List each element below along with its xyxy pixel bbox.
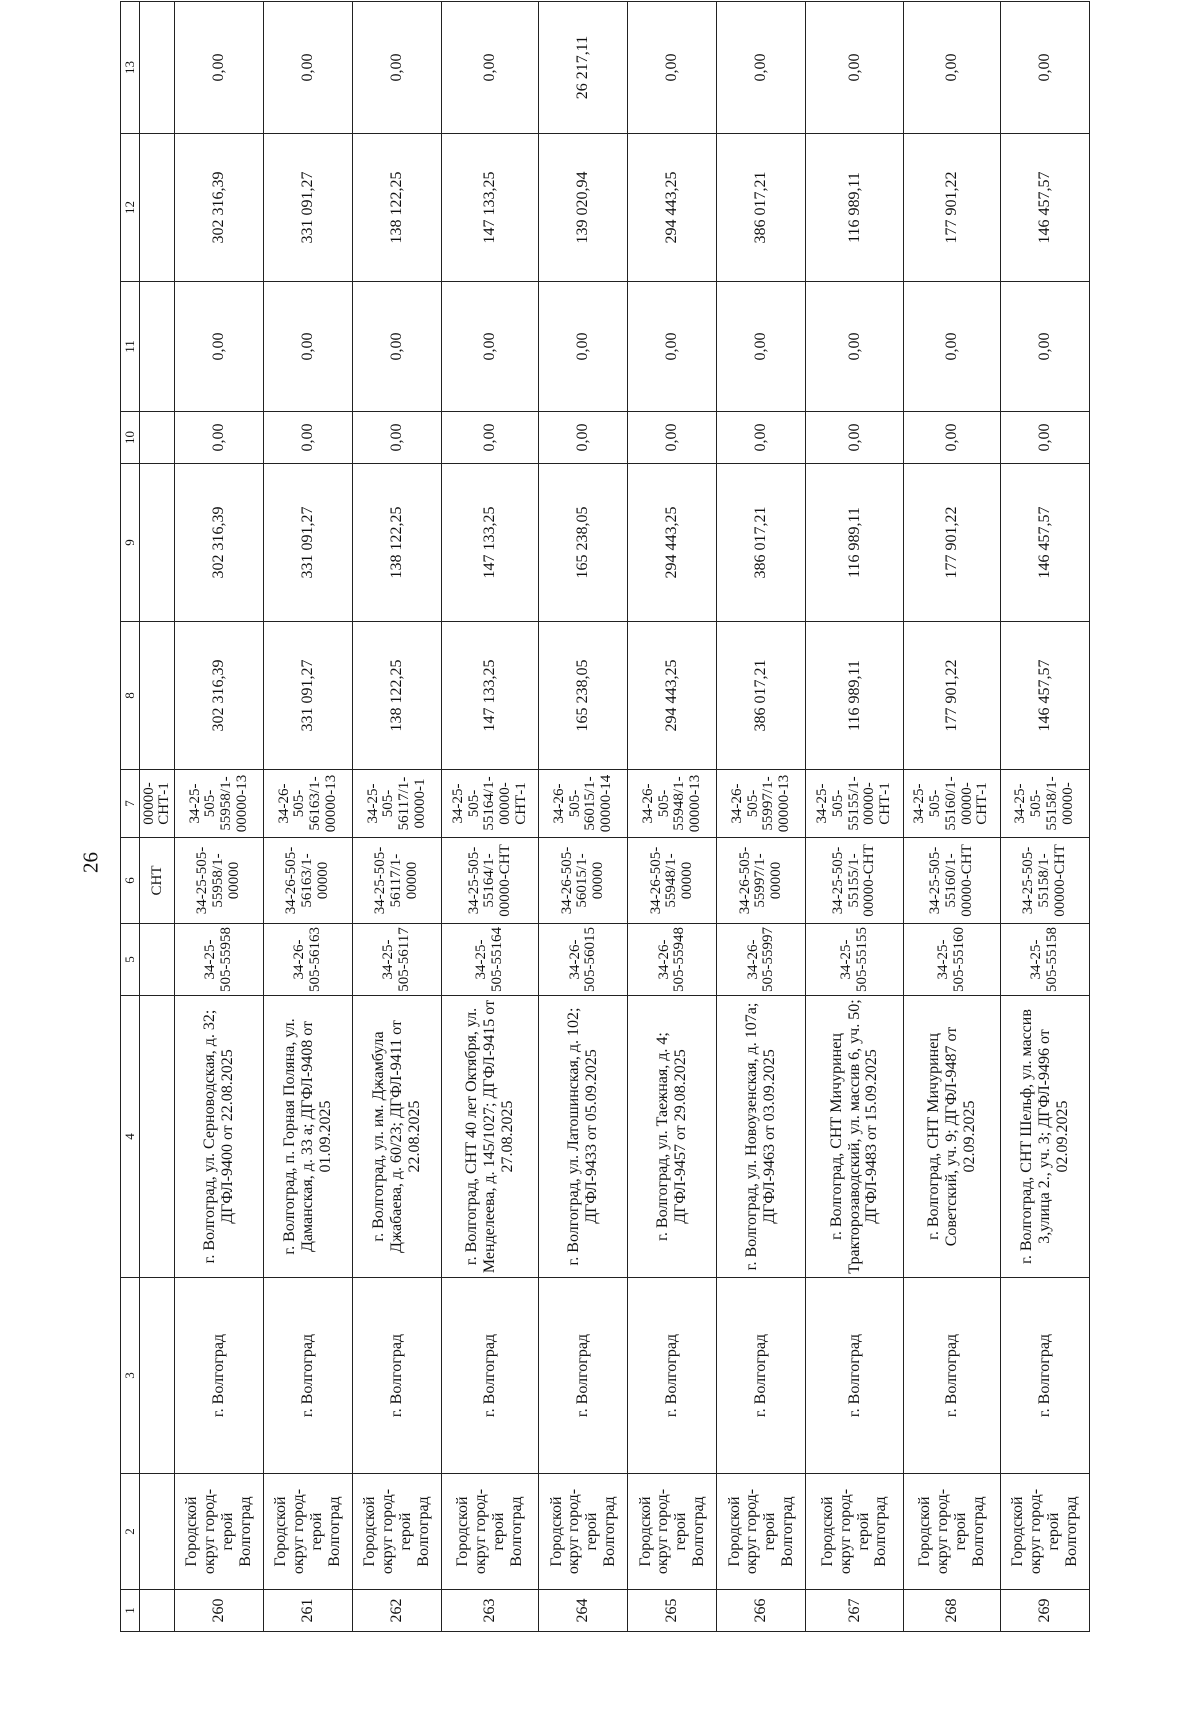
table-row: [539, 2, 628, 1632]
column-number: 2: [121, 1474, 140, 1590]
amount-cell: 116 989,11: [806, 464, 903, 622]
code-cell: 34-26-505-55948/1-00000-13: [628, 770, 717, 838]
amount-cell: 0,00: [442, 282, 539, 412]
municipality-cell: Городской округ город-герой Волгоград: [806, 1474, 903, 1590]
amount-cell: 146 457,57: [1000, 464, 1089, 622]
locality-cell: г. Волгоград: [442, 1278, 539, 1474]
amount-cell: 386 017,21: [717, 622, 806, 770]
amount-cell: 0,00: [175, 2, 264, 134]
continuation-row: [140, 2, 175, 1632]
amount-cell: 294 443,25: [628, 622, 717, 770]
municipality-cell: Городской округ город-герой Волгоград: [903, 1474, 1000, 1590]
table-row: [1000, 2, 1089, 1632]
column-number: 1: [121, 1590, 140, 1632]
address-cell: г. Волгоград, ул. Новоузенская, д. 107а; ДГФЛ-9463 от 03.09.2025: [717, 996, 806, 1278]
address-cell: г. Волгоград, СНТ Мичуринец Советский, уч. 9; ДГФЛ-9487 от 02.09.2025: [903, 996, 1000, 1278]
municipality-cell: Городской округ город-герой Волгоград: [353, 1474, 442, 1590]
column-number: 3: [121, 1278, 140, 1474]
code-cell: 34-25-505-55160: [903, 924, 1000, 996]
column-number: 11: [121, 282, 140, 412]
amount-cell: 302 316,39: [175, 464, 264, 622]
amount-cell: 0,00: [717, 412, 806, 464]
amount-cell: 0,00: [903, 412, 1000, 464]
amount-cell: 146 457,57: [1000, 622, 1089, 770]
amount-cell: 302 316,39: [175, 134, 264, 282]
code-cell: 34-26-505-56015: [539, 924, 628, 996]
amount-cell: 177 901,22: [903, 464, 1000, 622]
address-cell: г. Волгоград, СНТ 40 лет Октября, ул. Менделеева, д. 145/1027; ДГФЛ-9415 от 27.08.2025: [442, 996, 539, 1278]
amount-cell: 0,00: [539, 412, 628, 464]
amount-cell: 147 133,25: [442, 464, 539, 622]
row-number: 268: [903, 1590, 1000, 1632]
address-cell: г. Волгоград, ул. Таежная, д. 4; ДГФЛ-9457 от 29.08.2025: [628, 996, 717, 1278]
row-number: 260: [175, 1590, 264, 1632]
data-table: [120, 1, 1090, 1632]
amount-cell: 0,00: [442, 2, 539, 134]
row-number: 263: [442, 1590, 539, 1632]
amount-cell: 331 091,27: [264, 134, 353, 282]
amount-cell: 294 443,25: [628, 464, 717, 622]
code-cell: 34-26-505-56163: [264, 924, 353, 996]
municipality-cell: Городской округ город-герой Волгоград: [264, 1474, 353, 1590]
code-cell: 34-26-505-56015/1-00000-14: [539, 770, 628, 838]
locality-cell: г. Волгоград: [1000, 1278, 1089, 1474]
code-cell: 34-25-505-55158/1-00000-: [1000, 770, 1089, 838]
amount-cell: 165 238,05: [539, 622, 628, 770]
code-cell: 34-25-505-55958: [175, 924, 264, 996]
address-cell: г. Волгоград, п. Горная Поляна, ул. Даманская, д. 33 а; ДГФЛ-9408 от 01.09.2025: [264, 996, 353, 1278]
amount-cell: 0,00: [1000, 2, 1089, 134]
amount-cell: 0,00: [903, 2, 1000, 134]
amount-cell: 386 017,21: [717, 134, 806, 282]
address-cell: г. Волгоград, ул. им. Джамбула Джабаева, д. 60/23; ДГФЛ-9411 от 22.08.2025: [353, 996, 442, 1278]
row-number: 269: [1000, 1590, 1089, 1632]
table-row: [175, 2, 264, 1632]
amount-cell: 0,00: [442, 412, 539, 464]
amount-cell: 0,00: [717, 2, 806, 134]
code-cell: 34-25-505-55958/1-00000-13: [175, 770, 264, 838]
code-cell: 34-26-505-56163/1-00000: [264, 838, 353, 924]
amount-cell: 0,00: [903, 282, 1000, 412]
municipality-cell: Городской округ город-герой Волгоград: [175, 1474, 264, 1590]
address-cell: г. Волгоград, ул. Латошинская, д. 102; ДГФЛ-9433 от 05.09.2025: [539, 996, 628, 1278]
code-cell: 34-25-505-55155/1-00000-СНТ-1: [806, 770, 903, 838]
column-number: 9: [121, 464, 140, 622]
locality-cell: г. Волгоград: [353, 1278, 442, 1474]
page-number: 26: [78, 852, 103, 873]
amount-cell: 138 122,25: [353, 134, 442, 282]
amount-cell: 0,00: [1000, 412, 1089, 464]
amount-cell: 0,00: [628, 2, 717, 134]
amount-cell: 147 133,25: [442, 622, 539, 770]
code-cell: 34-25-505-55158: [1000, 924, 1089, 996]
code-cell: 34-26-505-55997/1-00000-13: [717, 770, 806, 838]
code-cell: 34-26-505-55997: [717, 924, 806, 996]
row-number: 262: [353, 1590, 442, 1632]
amount-cell: 331 091,27: [264, 622, 353, 770]
column-number: 7: [121, 770, 140, 838]
address-cell: г. Волгоград, СНТ Шельф, ул. массив 3,улица 2., уч. 3; ДГФЛ-9496 от 02.09.2025: [1000, 996, 1089, 1278]
municipality-cell: Городской округ город-герой Волгоград: [539, 1474, 628, 1590]
amount-cell: 116 989,11: [806, 622, 903, 770]
code-cell: 34-25-505-55160/1-00000-СНТ: [903, 838, 1000, 924]
locality-cell: г. Волгоград: [806, 1278, 903, 1474]
code-cell: 34-26-505-56163/1-00000-13: [264, 770, 353, 838]
table-row: [806, 2, 903, 1632]
code-cell: 34-25-505-56117/1-00000: [353, 838, 442, 924]
locality-cell: г. Волгоград: [717, 1278, 806, 1474]
municipality-cell: Городской округ город-герой Волгоград: [442, 1474, 539, 1590]
amount-cell: 147 133,25: [442, 134, 539, 282]
row-number: 261: [264, 1590, 353, 1632]
column-number: 10: [121, 412, 140, 464]
municipality-cell: Городской округ город-герой Волгоград: [1000, 1474, 1089, 1590]
locality-cell: г. Волгоград: [903, 1278, 1000, 1474]
amount-cell: 0,00: [264, 282, 353, 412]
column-number: 13: [121, 2, 140, 134]
code-cell: 34-25-505-55164/1-00000-СНТ-1: [442, 770, 539, 838]
table-row: [442, 2, 539, 1632]
locality-cell: г. Волгоград: [264, 1278, 353, 1474]
amount-cell: 0,00: [175, 282, 264, 412]
address-cell: г. Волгоград, СНТ Мичуринец Тракторозаводский, ул. массив 6, уч. 50; ДГФЛ-9483 от 15.09.2025: [806, 996, 903, 1278]
table-row: [717, 2, 806, 1632]
amount-cell: 0,00: [806, 412, 903, 464]
table-row: [903, 2, 1000, 1632]
amount-cell: 138 122,25: [353, 464, 442, 622]
table-row: [353, 2, 442, 1632]
amount-cell: 116 989,11: [806, 134, 903, 282]
continuation-cell: 00000-СНТ-1: [140, 770, 175, 838]
municipality-cell: Городской округ город-герой Волгоград: [628, 1474, 717, 1590]
amount-cell: 0,00: [264, 2, 353, 134]
code-cell: 34-26-505-55997/1-00000: [717, 838, 806, 924]
amount-cell: 0,00: [539, 282, 628, 412]
amount-cell: 26 217,11: [539, 2, 628, 134]
locality-cell: г. Волгоград: [175, 1278, 264, 1474]
column-number: 12: [121, 134, 140, 282]
row-number: 267: [806, 1590, 903, 1632]
row-number: 264: [539, 1590, 628, 1632]
amount-cell: 0,00: [175, 412, 264, 464]
table-wrapper: [120, 35, 1090, 1632]
amount-cell: 177 901,22: [903, 622, 1000, 770]
code-cell: 34-26-505-55948: [628, 924, 717, 996]
table-row: [628, 2, 717, 1632]
amount-cell: 294 443,25: [628, 134, 717, 282]
amount-cell: 0,00: [1000, 282, 1089, 412]
amount-cell: 0,00: [264, 412, 353, 464]
amount-cell: 0,00: [717, 282, 806, 412]
code-cell: 34-25-505-55958/1-00000: [175, 838, 264, 924]
code-cell: 34-25-505-55160/1-00000-СНТ-1: [903, 770, 1000, 838]
amount-cell: 146 457,57: [1000, 134, 1089, 282]
locality-cell: г. Волгоград: [628, 1278, 717, 1474]
amount-cell: 0,00: [353, 2, 442, 134]
rotated-table-container: [120, 35, 1090, 1632]
locality-cell: г. Волгоград: [539, 1278, 628, 1474]
continuation-cell: СНТ: [140, 838, 175, 924]
row-number: 266: [717, 1590, 806, 1632]
address-cell: г. Волгоград, ул. Серноводская, д. 32; ДГФЛ-9400 от 22.08.2025: [175, 996, 264, 1278]
amount-cell: 0,00: [353, 282, 442, 412]
column-numbers-row: [121, 2, 140, 1632]
amount-cell: 138 122,25: [353, 622, 442, 770]
table-row: [264, 2, 353, 1632]
amount-cell: 139 020,94: [539, 134, 628, 282]
column-number: 8: [121, 622, 140, 770]
amount-cell: 165 238,05: [539, 464, 628, 622]
amount-cell: 302 316,39: [175, 622, 264, 770]
amount-cell: 0,00: [628, 282, 717, 412]
amount-cell: 0,00: [628, 412, 717, 464]
column-number: 5: [121, 924, 140, 996]
code-cell: 34-25-505-55158/1-00000-СНТ: [1000, 838, 1089, 924]
amount-cell: 0,00: [806, 282, 903, 412]
amount-cell: 0,00: [806, 2, 903, 134]
column-number: 6: [121, 838, 140, 924]
code-cell: 34-25-505-55164: [442, 924, 539, 996]
amount-cell: 177 901,22: [903, 134, 1000, 282]
code-cell: 34-25-505-55164/1-00000-СНТ: [442, 838, 539, 924]
row-number: 265: [628, 1590, 717, 1632]
amount-cell: 386 017,21: [717, 464, 806, 622]
code-cell: 34-26-505-56015/1-00000: [539, 838, 628, 924]
municipality-cell: Городской округ город-герой Волгоград: [717, 1474, 806, 1590]
code-cell: 34-25-505-55155/1-00000-СНТ: [806, 838, 903, 924]
amount-cell: 331 091,27: [264, 464, 353, 622]
column-number: 4: [121, 996, 140, 1278]
code-cell: 34-26-505-55948/1-00000: [628, 838, 717, 924]
amount-cell: 0,00: [353, 412, 442, 464]
code-cell: 34-25-505-55155: [806, 924, 903, 996]
code-cell: 34-25-505-56117: [353, 924, 442, 996]
code-cell: 34-25-505-56117/1-00000-1: [353, 770, 442, 838]
